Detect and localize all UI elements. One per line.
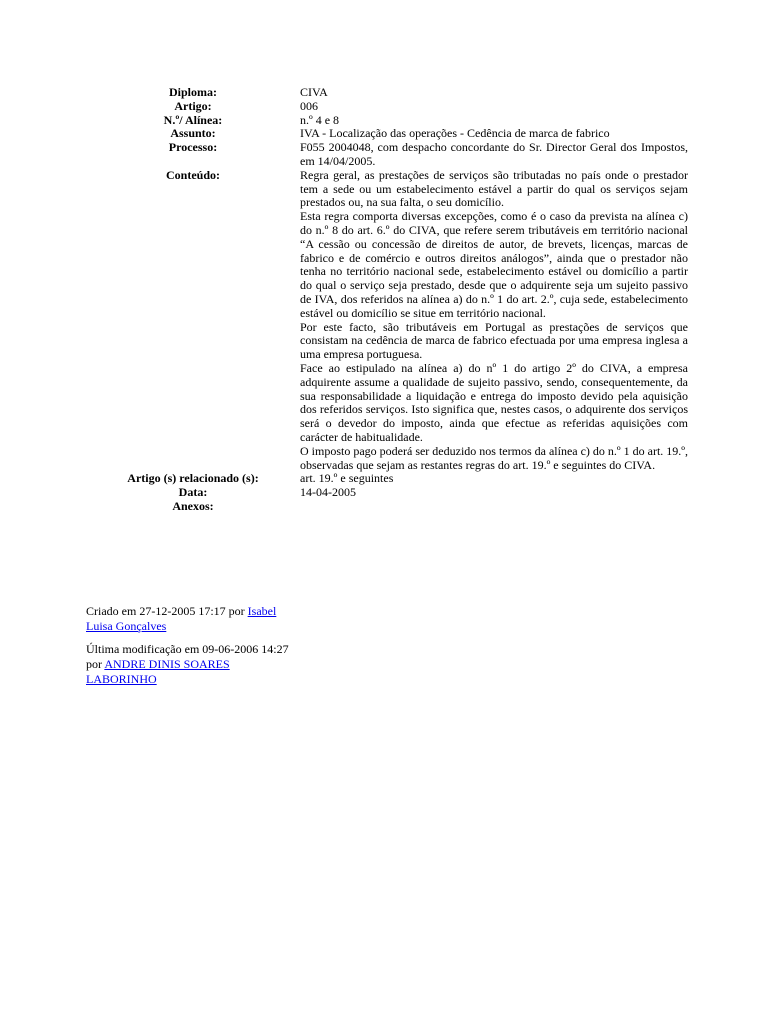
assunto-value: IVA - Localização das operações - Cedência de marca de fabrico bbox=[300, 126, 610, 141]
row-conteudo bbox=[88, 169, 688, 473]
document-metadata-table bbox=[88, 86, 688, 514]
conteudo-paragraph: Regra geral, as prestações de serviços são tributadas no país onde o prestador tem a sede ou um estabelecimento estável a partir do qual os serviços sejam prestados ou, na sua falta, o seu domicílio. bbox=[300, 167, 688, 210]
row-data bbox=[88, 486, 688, 500]
created-prefix: Criado em 27-12-2005 17:17 por bbox=[86, 604, 248, 618]
row-relacionado bbox=[88, 472, 688, 486]
data-value: 14-04-2005 bbox=[300, 485, 356, 500]
row-assunto bbox=[88, 127, 688, 141]
diploma-value: CIVA bbox=[300, 85, 328, 99]
relacionado-value: art. 19.º e seguintes bbox=[300, 471, 394, 486]
assunto-label: Assunto: bbox=[170, 126, 216, 141]
row-anexos bbox=[88, 500, 688, 514]
modified-prefix: Última modificação em 09-06-2006 14:27 por bbox=[86, 642, 289, 671]
conteudo-paragraph: Por este facto, são tributáveis em Portugal as prestações de serviços que consistam na cedência de marca de fabrico efectuada por uma empresa inglesa a uma empresa portuguesa. bbox=[300, 319, 688, 362]
processo-value: F055 2004048, com despacho concordante do Sr. Director Geral dos Impostos, em 14/04/2005. bbox=[300, 140, 688, 168]
anexos-label: Anexos: bbox=[172, 498, 214, 513]
modified-author-link[interactable]: ANDRE DINIS SOARES LABORINHO bbox=[86, 657, 230, 686]
data-label: Data: bbox=[178, 485, 208, 500]
conteudo-paragraph: O imposto pago poderá ser deduzido nos termos da alínea c) do n.º 1 do art. 19.º, observadas que sejam as restantes regras do art. 19.º e seguintes do CIVA. bbox=[300, 443, 689, 472]
anexos-value bbox=[298, 500, 688, 514]
modified-info bbox=[86, 642, 301, 687]
conteudo-label: Conteúdo: bbox=[165, 167, 220, 182]
row-processo bbox=[88, 141, 688, 169]
alinea-label: N.º/ Alínea: bbox=[163, 112, 223, 127]
row-artigo bbox=[88, 100, 688, 114]
conteudo-paragraph: Esta regra comporta diversas excepções, como é o caso da prevista na alínea c) do n.º 8 do art. 6.º do CIVA, que refere serem tributáveis em território nacional “A cessão ou concessão de direitos de autor, de brevets, licenças, marcas de fabrico e de comércio e outros direitos análogos”, ainda que o prestador não tenha no território nacional sede, estabelecimento estável ou domicílio a partir do qual o serviço seja prestado, desde que o adquirente seja um sujeito passivo de IVA, dos referidos na alínea a) do n.º 1 do art. 2.º, cuja sede, estabelecimento estável ou domicílio se situe em território nacional. bbox=[300, 209, 688, 320]
created-author-link[interactable]: Isabel Luisa Gonçalves bbox=[86, 604, 277, 633]
artigo-value: 006 bbox=[300, 98, 318, 113]
relacionado-label: Artigo (s) relacionado (s): bbox=[127, 471, 259, 486]
row-diploma bbox=[88, 86, 688, 100]
artigo-label: Artigo: bbox=[174, 98, 212, 113]
diploma-label: Diploma: bbox=[169, 85, 217, 99]
conteudo-paragraph: Face ao estipulado na alínea a) do nº 1 do artigo 2º do CIVA, a empresa adquirente assume a qualidade de sujeito passivo, sendo, consequentemente, da sua responsabilidade a liquidação e entrega do imposto devido pela aquisição dos referidos serviços. Isto significa que, nestes casos, o adquirente dos serviços será o devedor do imposto, ainda que efectue as referidas aquisições com carácter de habitualidade. bbox=[300, 360, 688, 444]
conteudo-value bbox=[298, 169, 688, 473]
row-alinea bbox=[88, 114, 688, 128]
created-info bbox=[86, 604, 301, 634]
processo-label: Processo: bbox=[168, 140, 218, 155]
alinea-value: n.º 4 e 8 bbox=[300, 112, 340, 127]
